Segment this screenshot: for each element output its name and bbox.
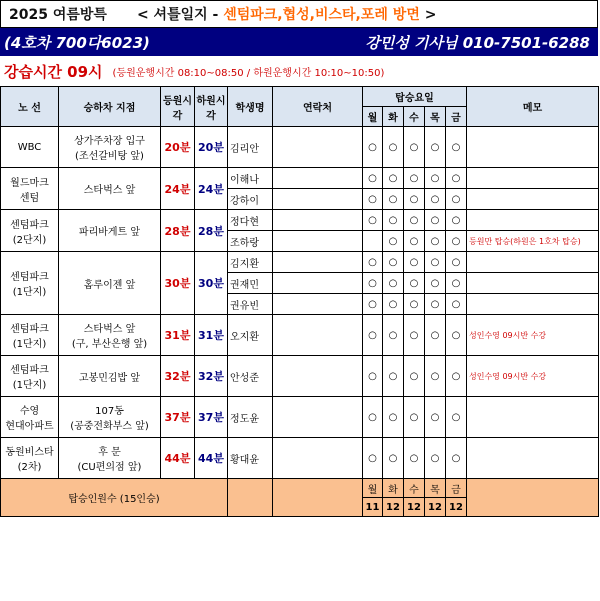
contact-cell — [273, 397, 363, 438]
driver-info: 강민성 기사님 010-7501-6288 — [365, 33, 590, 52]
contact-cell — [273, 210, 363, 231]
day-tue-mark: ○ — [383, 231, 404, 252]
footer-count-thu: 12 — [425, 498, 446, 517]
student-name: 조하랑 — [228, 231, 273, 252]
stop-cell: 스타벅스 앞 (구, 부산은행 앞) — [59, 315, 161, 356]
student-name: 이해나 — [228, 168, 273, 189]
route-cell: 월드마크 센텀 — [1, 168, 59, 210]
col-stop: 승하차 지점 — [59, 87, 161, 127]
day-fri-mark: ○ — [446, 168, 467, 189]
day-mon-mark: ○ — [363, 210, 383, 231]
day-thu-mark: ○ — [425, 231, 446, 252]
day-fri-mark: ○ — [446, 273, 467, 294]
footer-day-thu: 목 — [425, 479, 446, 498]
memo-cell — [467, 189, 599, 210]
student-name: 권유빈 — [228, 294, 273, 315]
footer-blank-2 — [273, 479, 363, 517]
stop-cell: 파리바게트 앞 — [59, 210, 161, 252]
page-title: 2025 여름방특 — [9, 7, 107, 23]
student-name: 권재민 — [228, 273, 273, 294]
contact-cell — [273, 168, 363, 189]
memo-cell — [467, 438, 599, 479]
class-time-label: 강습시간 09시 — [4, 62, 103, 81]
day-wed-mark: ○ — [404, 397, 425, 438]
stop-cell: 스타벅스 앞 — [59, 168, 161, 210]
col-dropoff: 하원시각 — [195, 87, 228, 127]
page-subtitle — [137, 4, 437, 24]
day-tue-mark: ○ — [383, 210, 404, 231]
day-mon-mark: ○ — [363, 168, 383, 189]
day-mon-mark: ○ — [363, 294, 383, 315]
footer-count-fri: 12 — [446, 498, 467, 517]
col-memo: 메모 — [467, 87, 599, 127]
day-tue-mark: ○ — [383, 294, 404, 315]
col-student: 학생명 — [228, 87, 273, 127]
day-mon-mark: ○ — [363, 438, 383, 479]
stop-cell: 107동 (공중전화부스 앞) — [59, 397, 161, 438]
day-tue-mark: ○ — [383, 273, 404, 294]
day-mon-mark: ○ — [363, 273, 383, 294]
pickup-time: 32분 — [161, 356, 195, 397]
footer-blank-1 — [228, 479, 273, 517]
day-thu-mark: ○ — [425, 210, 446, 231]
footer-blank-3 — [467, 479, 599, 517]
table-row — [1, 252, 599, 273]
student-name: 정다현 — [228, 210, 273, 231]
day-tue-mark: ○ — [383, 356, 404, 397]
col-day-thu: 목 — [425, 107, 446, 127]
day-wed-mark: ○ — [404, 438, 425, 479]
footer-day-mon: 월 — [363, 479, 383, 498]
day-tue-mark: ○ — [383, 189, 404, 210]
day-wed-mark: ○ — [404, 210, 425, 231]
day-fri-mark: ○ — [446, 252, 467, 273]
day-wed-mark: ○ — [404, 273, 425, 294]
pickup-time: 37분 — [161, 397, 195, 438]
student-name: 정도윤 — [228, 397, 273, 438]
student-name: 황대윤 — [228, 438, 273, 479]
stop-cell: 홈루이젠 앞 — [59, 252, 161, 315]
col-day-tue: 화 — [383, 107, 404, 127]
footer-day-tue: 화 — [383, 479, 404, 498]
dropoff-time: 37분 — [195, 397, 228, 438]
col-day-fri: 금 — [446, 107, 467, 127]
day-wed-mark: ○ — [404, 294, 425, 315]
day-wed-mark: ○ — [404, 127, 425, 168]
student-name: 오지환 — [228, 315, 273, 356]
memo-cell — [467, 168, 599, 189]
dropoff-time: 20분 — [195, 127, 228, 168]
footer-count-tue: 12 — [383, 498, 404, 517]
day-fri-mark: ○ — [446, 315, 467, 356]
col-day-wed: 수 — [404, 107, 425, 127]
bus-info-bar — [0, 28, 598, 56]
shuttle-table — [0, 86, 599, 517]
day-tue-mark: ○ — [383, 252, 404, 273]
run-times: (등원운행시간 08:10~08:50 / 하원운행시간 10:10~10:50) — [112, 67, 385, 79]
day-fri-mark: ○ — [446, 356, 467, 397]
day-thu-mark: ○ — [425, 252, 446, 273]
day-mon-mark: ○ — [363, 252, 383, 273]
subtitle-highlight: 센텀파크,협성,비스타,포레 방면 — [223, 7, 420, 23]
dropoff-time: 44분 — [195, 438, 228, 479]
day-mon-mark: ○ — [363, 127, 383, 168]
table-row — [1, 397, 599, 438]
memo-cell: 성인수영 09시반 수강 — [467, 356, 599, 397]
day-thu-mark: ○ — [425, 438, 446, 479]
student-name: 강하이 — [228, 189, 273, 210]
dropoff-time: 32분 — [195, 356, 228, 397]
col-day-mon: 월 — [363, 107, 383, 127]
col-days: 탑승요일 — [363, 87, 467, 107]
table-row — [1, 356, 599, 397]
student-name: 김지환 — [228, 252, 273, 273]
student-name: 안성준 — [228, 356, 273, 397]
contact-cell — [273, 438, 363, 479]
dropoff-time: 30분 — [195, 252, 228, 315]
contact-cell — [273, 252, 363, 273]
dropoff-time: 24분 — [195, 168, 228, 210]
table-row — [1, 127, 599, 168]
table-row — [1, 168, 599, 189]
footer-day-wed: 수 — [404, 479, 425, 498]
dropoff-time: 31분 — [195, 315, 228, 356]
memo-cell — [467, 210, 599, 231]
day-fri-mark: ○ — [446, 127, 467, 168]
day-thu-mark: ○ — [425, 189, 446, 210]
day-mon-mark: ○ — [363, 397, 383, 438]
pickup-time: 31분 — [161, 315, 195, 356]
stop-cell: 고봉민김밥 앞 — [59, 356, 161, 397]
day-mon-mark: ○ — [363, 315, 383, 356]
day-wed-mark: ○ — [404, 315, 425, 356]
contact-cell — [273, 231, 363, 252]
stop-cell: 상가주차장 입구 (조선갈비탕 앞) — [59, 127, 161, 168]
pickup-time: 28분 — [161, 210, 195, 252]
contact-cell — [273, 127, 363, 168]
col-contact: 연락처 — [273, 87, 363, 127]
day-fri-mark: ○ — [446, 397, 467, 438]
day-mon-mark: ○ — [363, 189, 383, 210]
route-cell: WBC — [1, 127, 59, 168]
contact-cell — [273, 273, 363, 294]
day-wed-mark: ○ — [404, 231, 425, 252]
footer-count-mon: 11 — [363, 498, 383, 517]
day-mon-mark — [363, 231, 383, 252]
contact-cell — [273, 294, 363, 315]
footer-count-wed: 12 — [404, 498, 425, 517]
schedule-bar — [0, 56, 598, 86]
route-cell: 센텀파크 (2단지) — [1, 210, 59, 252]
pickup-time: 24분 — [161, 168, 195, 210]
subtitle-suffix: > — [419, 7, 437, 23]
footer-day-fri: 금 — [446, 479, 467, 498]
day-thu-mark: ○ — [425, 168, 446, 189]
memo-cell — [467, 294, 599, 315]
memo-cell: 성인수영 09시반 수강 — [467, 315, 599, 356]
table-row — [1, 315, 599, 356]
day-thu-mark: ○ — [425, 273, 446, 294]
memo-cell — [467, 397, 599, 438]
route-cell: 센텀파크 (1단지) — [1, 252, 59, 315]
table-row — [1, 438, 599, 479]
table-row — [1, 210, 599, 231]
day-wed-mark: ○ — [404, 189, 425, 210]
footer-label: 탑승인원수 (15인승) — [1, 479, 228, 517]
subtitle-prefix: < 셔틀일지 - — [136, 7, 224, 23]
route-cell: 수영 현대아파트 — [1, 397, 59, 438]
memo-cell — [467, 252, 599, 273]
contact-cell — [273, 356, 363, 397]
day-wed-mark: ○ — [404, 252, 425, 273]
dropoff-time: 28분 — [195, 210, 228, 252]
day-thu-mark: ○ — [425, 356, 446, 397]
route-cell: 센텀파크 (1단지) — [1, 315, 59, 356]
table-body — [1, 127, 599, 479]
day-wed-mark: ○ — [404, 356, 425, 397]
day-thu-mark: ○ — [425, 294, 446, 315]
stop-cell: 후 문 (CU편의점 앞) — [59, 438, 161, 479]
day-tue-mark: ○ — [383, 438, 404, 479]
student-name: 김리안 — [228, 127, 273, 168]
day-fri-mark: ○ — [446, 294, 467, 315]
day-tue-mark: ○ — [383, 315, 404, 356]
day-fri-mark: ○ — [446, 231, 467, 252]
day-fri-mark: ○ — [446, 438, 467, 479]
memo-cell — [467, 273, 599, 294]
day-thu-mark: ○ — [425, 397, 446, 438]
header-title-bar — [0, 0, 598, 28]
route-cell: 센텀파크 (1단지) — [1, 356, 59, 397]
day-tue-mark: ○ — [383, 127, 404, 168]
memo-cell — [467, 127, 599, 168]
contact-cell — [273, 189, 363, 210]
pickup-time: 20분 — [161, 127, 195, 168]
bus-number: (4호차 700다6023) — [4, 33, 150, 52]
day-mon-mark: ○ — [363, 356, 383, 397]
contact-cell — [273, 315, 363, 356]
pickup-time: 44분 — [161, 438, 195, 479]
day-thu-mark: ○ — [425, 315, 446, 356]
col-route: 노 선 — [1, 87, 59, 127]
day-tue-mark: ○ — [383, 397, 404, 438]
day-fri-mark: ○ — [446, 210, 467, 231]
day-tue-mark: ○ — [383, 168, 404, 189]
day-fri-mark: ○ — [446, 189, 467, 210]
route-cell: 동원비스타 (2차) — [1, 438, 59, 479]
day-thu-mark: ○ — [425, 127, 446, 168]
day-wed-mark: ○ — [404, 168, 425, 189]
pickup-time: 30분 — [161, 252, 195, 315]
col-pickup: 등원시각 — [161, 87, 195, 127]
memo-cell: 등원만 탑승(하원은 1호차 탑승) — [467, 231, 599, 252]
